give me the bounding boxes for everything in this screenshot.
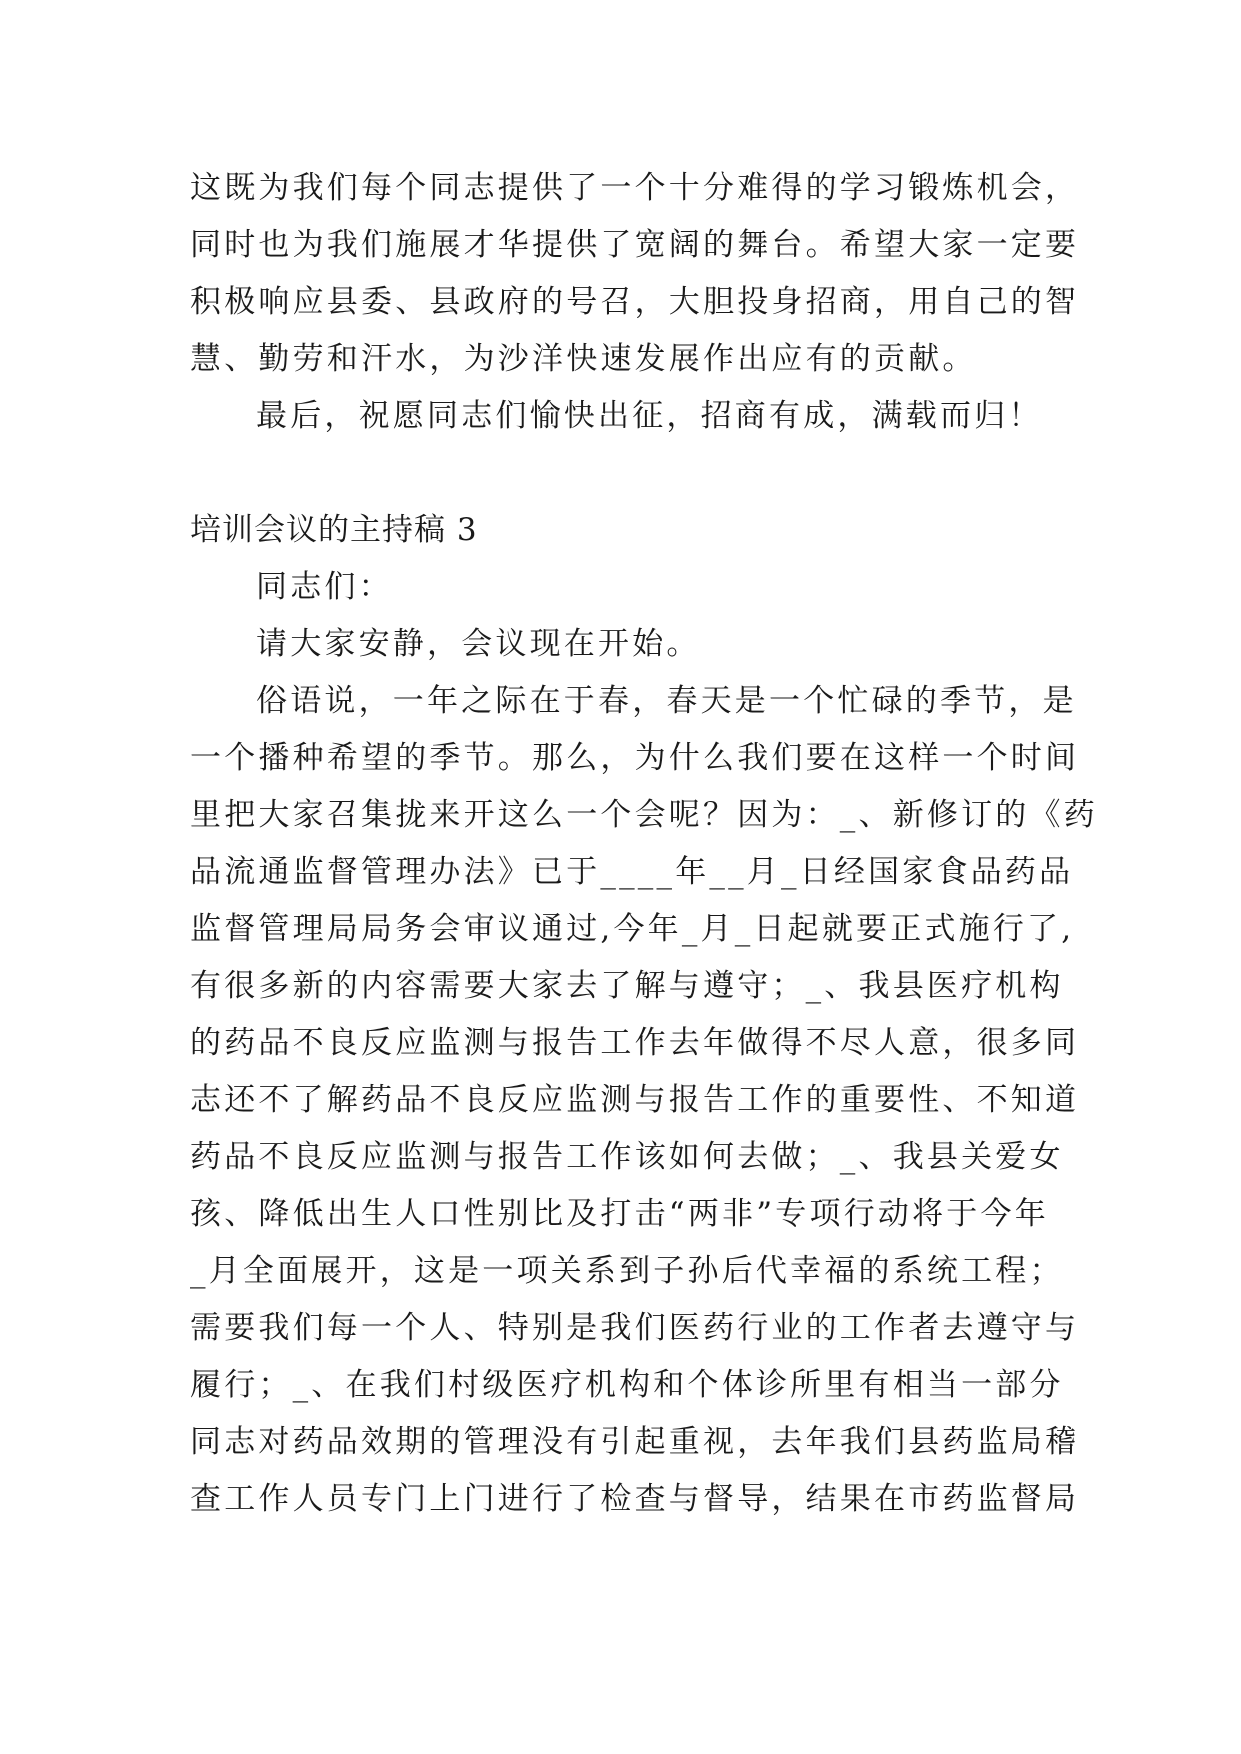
opening-line: 请大家安静，会议现在开始。 [256,626,701,662]
paragraph-line: 的药品不良反应监测与报告工作去年做得不尽人意，很多同 [190,1025,1080,1061]
paragraph-line: 履行；_、在我们村级医疗机构和个体诊所里有相当一部分 [190,1367,1064,1403]
greeting-line: 同志们： [256,569,393,605]
section-gap [190,445,1070,502]
paragraph-line: 慧、勤劳和汗水，为沙洋快速发展作出应有的贡献。 [190,341,977,377]
paragraph-line: 孩、降低出生人口性别比及打击“两非”专项行动将于今年 [190,1196,1049,1232]
paragraph-line: 俗语说，一年之际在于春，春天是一个忙碌的季节，是 [256,683,1077,719]
paragraph-line: 药品不良反应监测与报告工作该如何去做；_、我县关爱女 [190,1139,1064,1175]
section-heading: 培训会议的主持稿 3 [190,512,478,548]
paragraph-line: _月全面展开，这是一项关系到子孙后代幸福的系统工程； [190,1253,1064,1289]
paragraph-line: 这既为我们每个同志提供了一个十分难得的学习锻炼机会， [190,170,1080,206]
document-body [190,160,1098,1528]
paragraph-line: 里把大家召集拢来开这么一个会呢？因为：_、新修订的《药 [190,797,1098,833]
paragraph-line: 品流通监督管理办法》已于____年__月_日经国家食品药品 [190,854,1074,890]
paragraph-line: 有很多新的内容需要大家去了解与遵守；_、我县医疗机构 [190,968,1064,1004]
paragraph-line: 查工作人员专门上门进行了检查与督导，结果在市药监督局 [190,1481,1080,1517]
paragraph-line: 需要我们每一个人、特别是我们医药行业的工作者去遵守与 [190,1310,1080,1346]
closing-line: 最后，祝愿同志们愉快出征，招商有成，满载而归！ [256,398,1043,434]
paragraph-line: 志还不了解药品不良反应监测与报告工作的重要性、不知道 [190,1082,1080,1118]
paragraph-line: 积极响应县委、县政府的号召，大胆投身招商，用自己的智 [190,284,1080,320]
paragraph-line: 同志对药品效期的管理没有引起重视，去年我们县药监局稽 [190,1424,1080,1460]
paragraph-line: 一个播种希望的季节。那么，为什么我们要在这样一个时间 [190,740,1080,776]
paragraph-line: 同时也为我们施展才华提供了宽阔的舞台。希望大家一定要 [190,227,1080,263]
paragraph-line: 监督管理局局务会审议通过,今年_月_日起就要正式施行了, [190,911,1075,947]
